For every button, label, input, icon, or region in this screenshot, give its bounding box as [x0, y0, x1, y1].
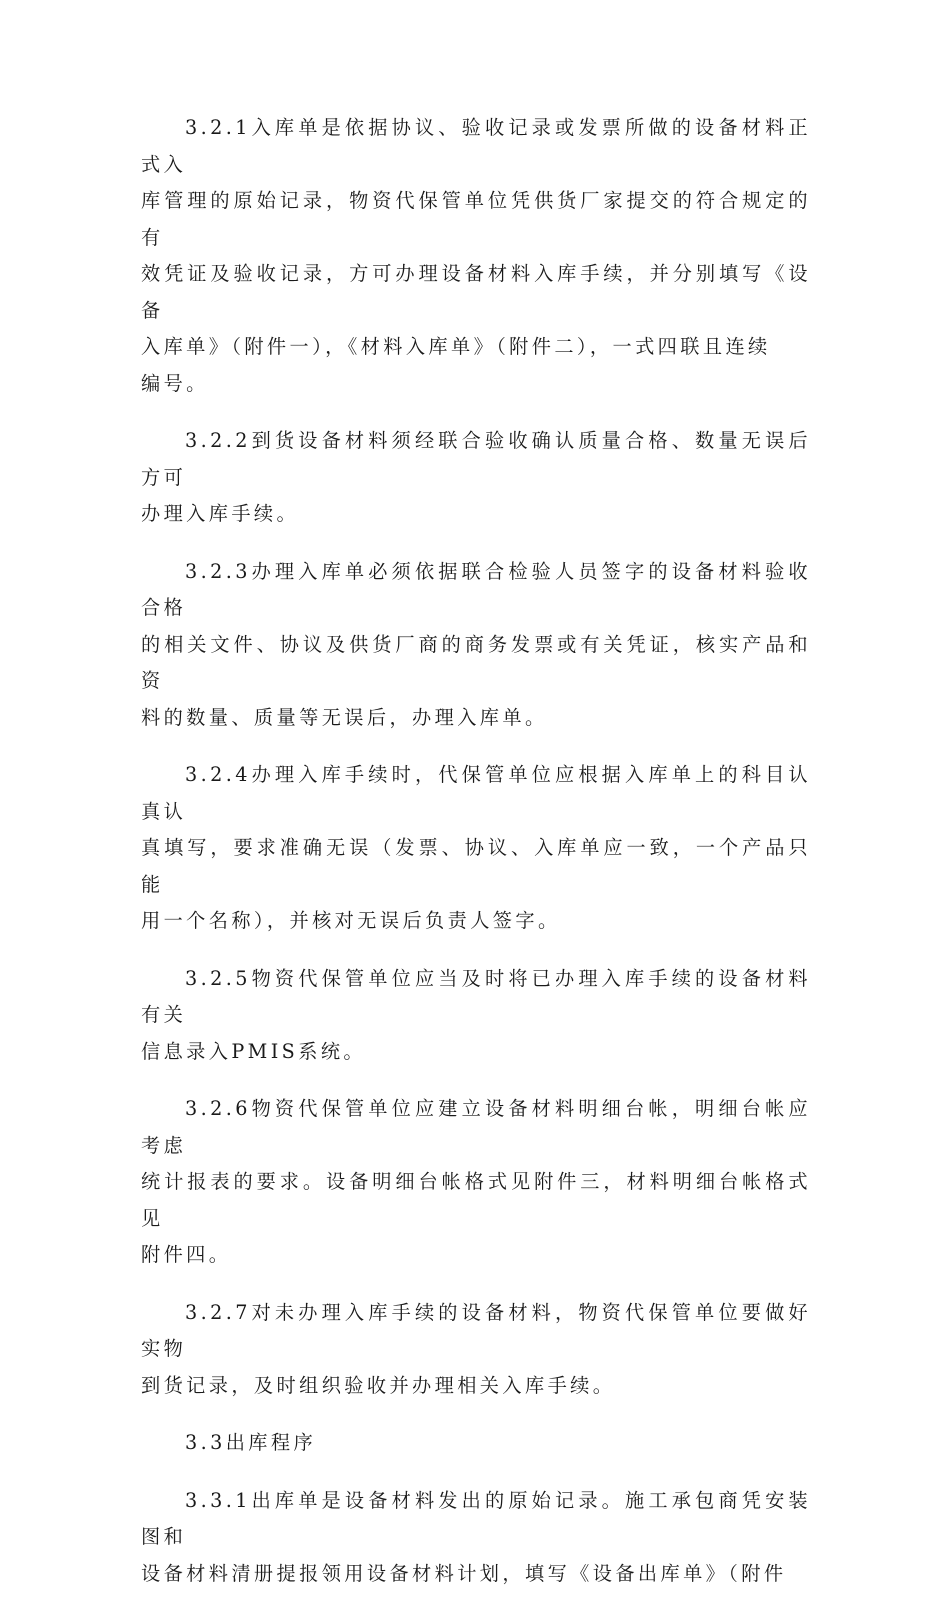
paragraph-3-2-3 [141, 554, 811, 737]
text-line: 到货记录，及时组织验收并办理相关入库手续。 [141, 1373, 616, 1397]
text-line: 设备材料清册提报领用设备材料计划，填写《设备出库单》（附件 [141, 1561, 787, 1585]
text-line: 3.2.7对未办理入库手续的设备材料，物资代保管单位要做好实物 [141, 1300, 811, 1360]
section-heading-3-3 [141, 1425, 811, 1462]
text-line: 附件四。 [141, 1243, 232, 1266]
text-line: 效凭证及验收记录，方可办理设备材料入库手续，并分别填写《设备 [141, 262, 811, 322]
paragraph-3-3-1 [141, 1483, 811, 1593]
text-line: 真填写，要求准确无误（发票、协议、入库单应一致，一个产品只能 [141, 836, 811, 896]
text-line: 办理入库手续。 [141, 502, 300, 525]
heading-text: 3.3出库程序 [185, 1431, 317, 1454]
paragraph-3-2-6 [141, 1091, 811, 1274]
text-line: 3.2.2到货设备材料须经联合验收确认质量合格、数量无误后方可 [141, 429, 811, 489]
text-line: 料的数量、质量等无误后，办理入库单。 [141, 705, 548, 729]
text-line: 3.2.3办理入库单必须依据联合检验人员签字的设备材料验收合格 [141, 559, 811, 619]
paragraph-3-2-4 [141, 757, 811, 940]
text-line: 用一个名称），并核对无误后负责人签字。 [141, 909, 561, 932]
text-line: 库管理的原始记录，物资代保管单位凭供货厂家提交的符合规定的有 [141, 189, 811, 249]
text-line: 统计报表的要求。设备明细台帐格式见附件三，材料明细台帐格式见 [141, 1170, 811, 1230]
paragraph-3-2-2 [141, 423, 811, 533]
paragraph-3-2-7 [141, 1295, 811, 1405]
text-line: 入库单》（附件一），《材料入库单》（附件二），一式四联且连续 [141, 335, 771, 358]
text-line: 3.2.1入库单是依据协议、验收记录或发票所做的设备材料正式入 [141, 116, 811, 176]
text-line: 的相关文件、协议及供货厂商的商务发票或有关凭证，核实产品和资 [141, 632, 811, 692]
text-line: 3.2.5物资代保管单位应当及时将已办理入库手续的设备材料有关 [141, 966, 811, 1026]
text-line: 3.2.6物资代保管单位应建立设备材料明细台帐，明细台帐应考虑 [141, 1097, 811, 1157]
text-line: 编号。 [141, 371, 209, 395]
text-line: 信息录入PMIS系统。 [141, 1039, 366, 1063]
paragraph-3-2-5 [141, 961, 811, 1071]
text-line: 3.2.4办理入库手续时，代保管单位应根据入库单上的科目认真认 [141, 763, 811, 823]
paragraph-3-2-1 [141, 110, 811, 402]
text-line: 3.3.1出库单是设备材料发出的原始记录。施工承包商凭安装图和 [141, 1488, 811, 1548]
document-body [141, 110, 811, 1613]
